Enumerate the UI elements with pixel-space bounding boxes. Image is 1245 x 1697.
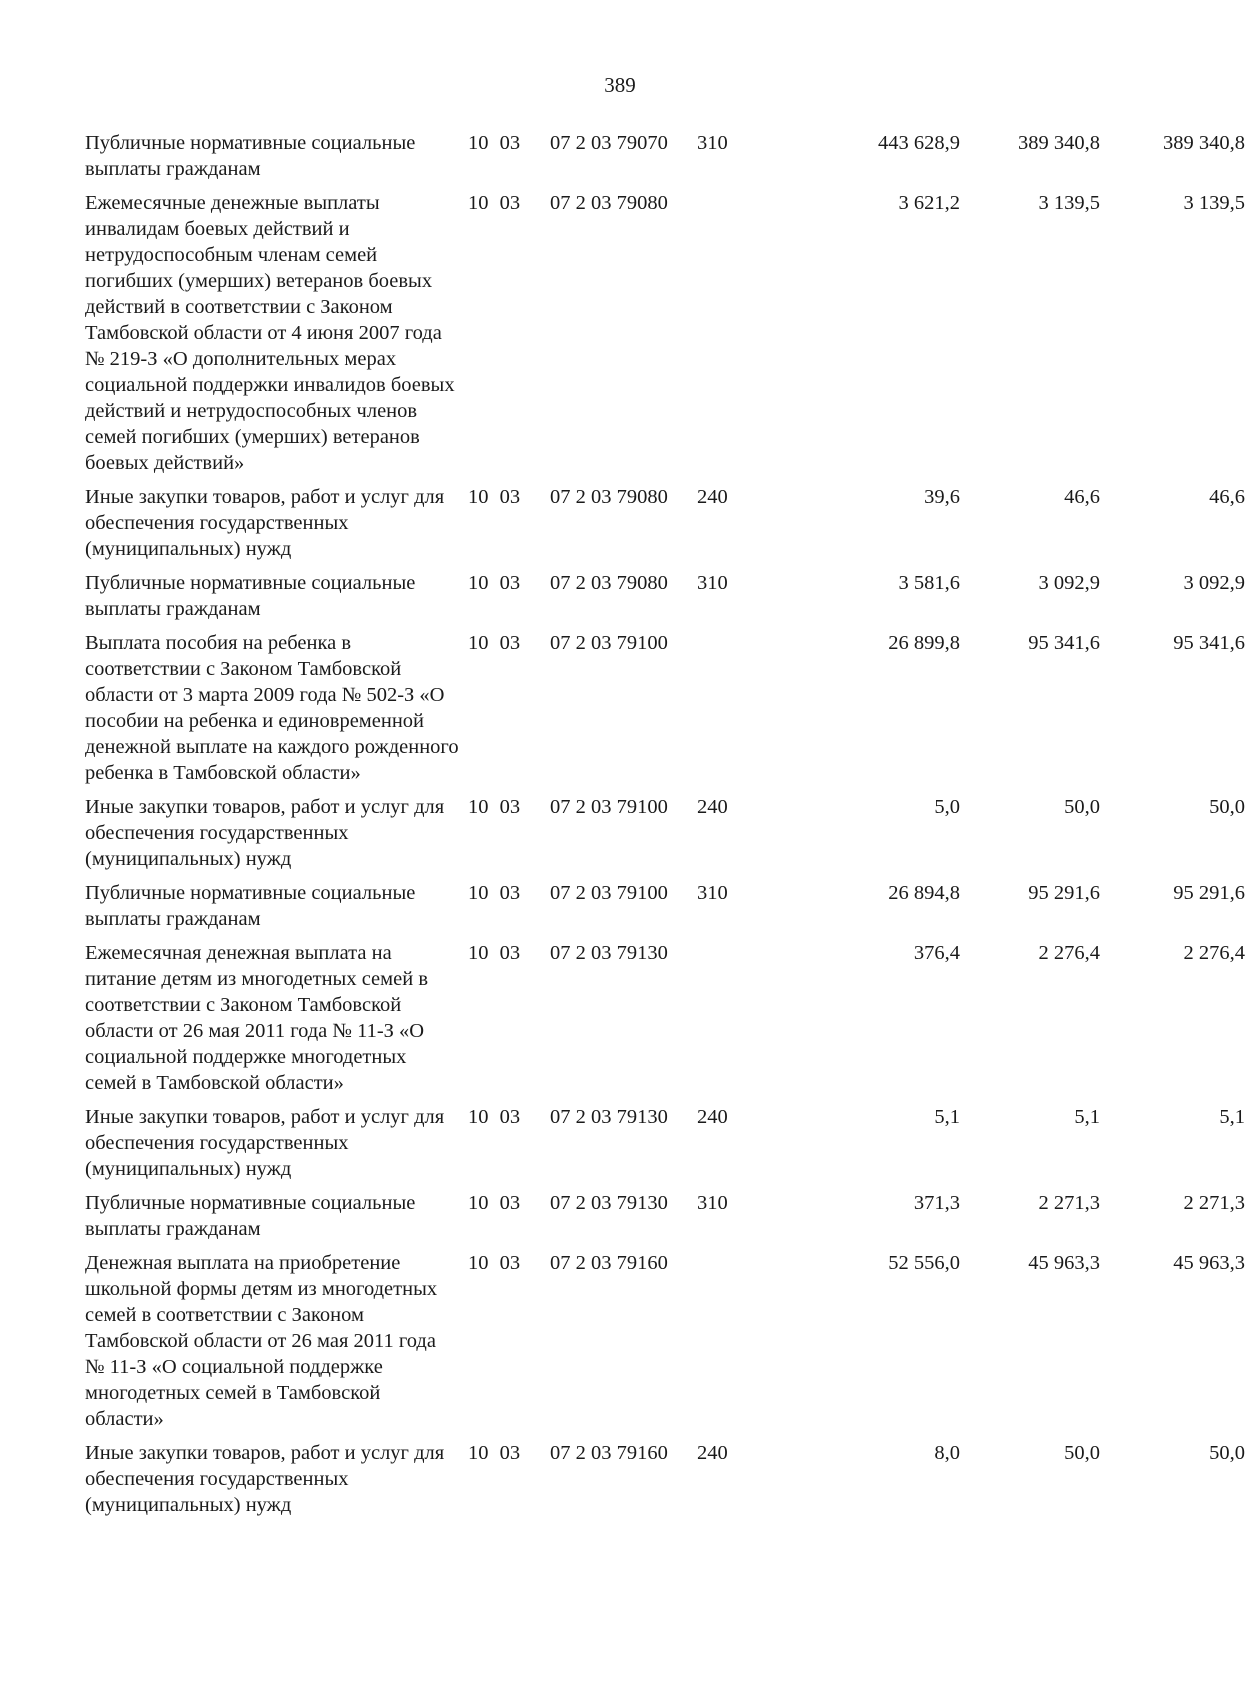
section-code: 10 03 <box>468 1442 521 1464</box>
row-description: Ежемесячная денежная выплата на питание детям из многодетных семей в соответствии с Законом Тамбовской области от 26 мая 2011 года № 11-З «О социальной поддержке многодетных семей в Тамбовской области» <box>85 942 429 1094</box>
row-description: Иные закупки товаров, работ и услуг для обеспечения государственных (муниципальных) нужд <box>85 1106 445 1180</box>
amount-1: 8,0 <box>934 1442 960 1464</box>
table-row <box>85 130 1245 182</box>
section-code: 10 03 <box>468 132 521 154</box>
expense-type-code: 310 <box>697 882 728 904</box>
amount-1: 5,1 <box>934 1106 960 1128</box>
amount-2: 389 340,8 <box>1018 132 1100 154</box>
table-row <box>85 1104 1245 1182</box>
amount-2: 2 276,4 <box>1038 942 1100 964</box>
row-description: Публичные нормативные социальные выплаты гражданам <box>85 1192 416 1240</box>
amount-1: 3 581,6 <box>898 572 960 594</box>
table-row <box>85 484 1245 562</box>
row-description: Иные закупки товаров, работ и услуг для обеспечения государственных (муниципальных) нужд <box>85 796 445 870</box>
section-code: 10 03 <box>468 796 521 818</box>
row-description: Публичные нормативные социальные выплаты гражданам <box>85 572 416 620</box>
target-item-code: 07 2 03 79100 <box>550 632 668 654</box>
amount-2: 45 963,3 <box>1028 1252 1100 1274</box>
amount-3: 50,0 <box>1209 796 1245 818</box>
target-item-code: 07 2 03 79080 <box>550 192 668 214</box>
expense-type-code: 310 <box>697 132 728 154</box>
amount-1: 26 899,8 <box>888 632 960 654</box>
amount-3: 3 092,9 <box>1183 572 1245 594</box>
amount-1: 371,3 <box>913 1192 960 1214</box>
table-row <box>85 570 1245 622</box>
row-description: Денежная выплата на приобретение школьной формы детям из многодетных семей в соответствии с Законом Тамбовской области от 26 мая 2011 года № 11-З «О социальной поддержке многодетных семей в Тамбовской области» <box>85 1252 438 1430</box>
row-description: Выплата пособия на ребенка в соответствии с Законом Тамбовской области от 3 марта 2009 года № 502-З «О пособии на ребенка и единовременной денежной выплате на каждого рожденного ребенка в Тамбовской области» <box>85 632 459 784</box>
amount-1: 3 621,2 <box>898 192 960 214</box>
amount-3: 95 341,6 <box>1173 632 1245 654</box>
section-code: 10 03 <box>468 882 521 904</box>
section-code: 10 03 <box>468 942 521 964</box>
amount-2: 5,1 <box>1074 1106 1100 1128</box>
row-description: Иные закупки товаров, работ и услуг для обеспечения государственных (муниципальных) нужд <box>85 1442 445 1516</box>
table-row <box>85 880 1245 932</box>
target-item-code: 07 2 03 79070 <box>550 132 668 154</box>
amount-3: 5,1 <box>1219 1106 1245 1128</box>
amount-2: 3 139,5 <box>1038 192 1100 214</box>
amount-2: 50,0 <box>1064 1442 1100 1464</box>
amount-3: 50,0 <box>1209 1442 1245 1464</box>
page-number: 389 <box>604 73 636 97</box>
section-code: 10 03 <box>468 486 521 508</box>
row-description: Иные закупки товаров, работ и услуг для обеспечения государственных (муниципальных) нужд <box>85 486 445 560</box>
amount-3: 45 963,3 <box>1173 1252 1245 1274</box>
section-code: 10 03 <box>468 572 521 594</box>
budget-table <box>85 130 1245 1526</box>
amount-2: 50,0 <box>1064 796 1100 818</box>
row-description: Публичные нормативные социальные выплаты гражданам <box>85 132 416 180</box>
target-item-code: 07 2 03 79080 <box>550 486 668 508</box>
amount-1: 52 556,0 <box>888 1252 960 1274</box>
amount-3: 2 276,4 <box>1183 942 1245 964</box>
amount-2: 2 271,3 <box>1038 1192 1100 1214</box>
amount-1: 26 894,8 <box>888 882 960 904</box>
target-item-code: 07 2 03 79160 <box>550 1252 668 1274</box>
section-code: 10 03 <box>468 632 521 654</box>
target-item-code: 07 2 03 79080 <box>550 572 668 594</box>
amount-2: 95 291,6 <box>1028 882 1100 904</box>
amount-3: 46,6 <box>1209 486 1245 508</box>
amount-3: 389 340,8 <box>1163 132 1245 154</box>
amount-1: 443 628,9 <box>878 132 960 154</box>
table-row <box>85 940 1245 1096</box>
expense-type-code: 240 <box>697 1106 728 1128</box>
target-item-code: 07 2 03 79130 <box>550 1192 668 1214</box>
amount-1: 5,0 <box>934 796 960 818</box>
row-description: Публичные нормативные социальные выплаты гражданам <box>85 882 416 930</box>
expense-type-code: 240 <box>697 486 728 508</box>
expense-type-code: 240 <box>697 796 728 818</box>
table-row <box>85 190 1245 476</box>
amount-2: 46,6 <box>1064 486 1100 508</box>
row-description: Ежемесячные денежные выплаты инвалидам боевых действий и нетрудоспособным членам семей погибших (умерших) ветеранов боевых действий в соответствии с Законом Тамбовской области от 4 июня 2007 года № 219-З «О дополнительных мерах социальной поддержки инвалидов боевых действий и нетрудоспособных членов семей погибших (умерших) ветеранов боевых действий» <box>85 192 455 474</box>
section-code: 10 03 <box>468 1192 521 1214</box>
table-row <box>85 1440 1245 1518</box>
target-item-code: 07 2 03 79100 <box>550 882 668 904</box>
amount-1: 376,4 <box>913 942 960 964</box>
amount-1: 39,6 <box>924 486 960 508</box>
expense-type-code: 310 <box>697 572 728 594</box>
amount-3: 95 291,6 <box>1173 882 1245 904</box>
expense-type-code: 310 <box>697 1192 728 1214</box>
amount-3: 3 139,5 <box>1183 192 1245 214</box>
table-row <box>85 1250 1245 1432</box>
amount-2: 95 341,6 <box>1028 632 1100 654</box>
table-row <box>85 1190 1245 1242</box>
expense-type-code: 240 <box>697 1442 728 1464</box>
target-item-code: 07 2 03 79130 <box>550 1106 668 1128</box>
section-code: 10 03 <box>468 1106 521 1128</box>
table-row <box>85 794 1245 872</box>
section-code: 10 03 <box>468 1252 521 1274</box>
target-item-code: 07 2 03 79130 <box>550 942 668 964</box>
amount-2: 3 092,9 <box>1038 572 1100 594</box>
target-item-code: 07 2 03 79160 <box>550 1442 668 1464</box>
target-item-code: 07 2 03 79100 <box>550 796 668 818</box>
table-row <box>85 630 1245 786</box>
amount-3: 2 271,3 <box>1183 1192 1245 1214</box>
section-code: 10 03 <box>468 192 521 214</box>
